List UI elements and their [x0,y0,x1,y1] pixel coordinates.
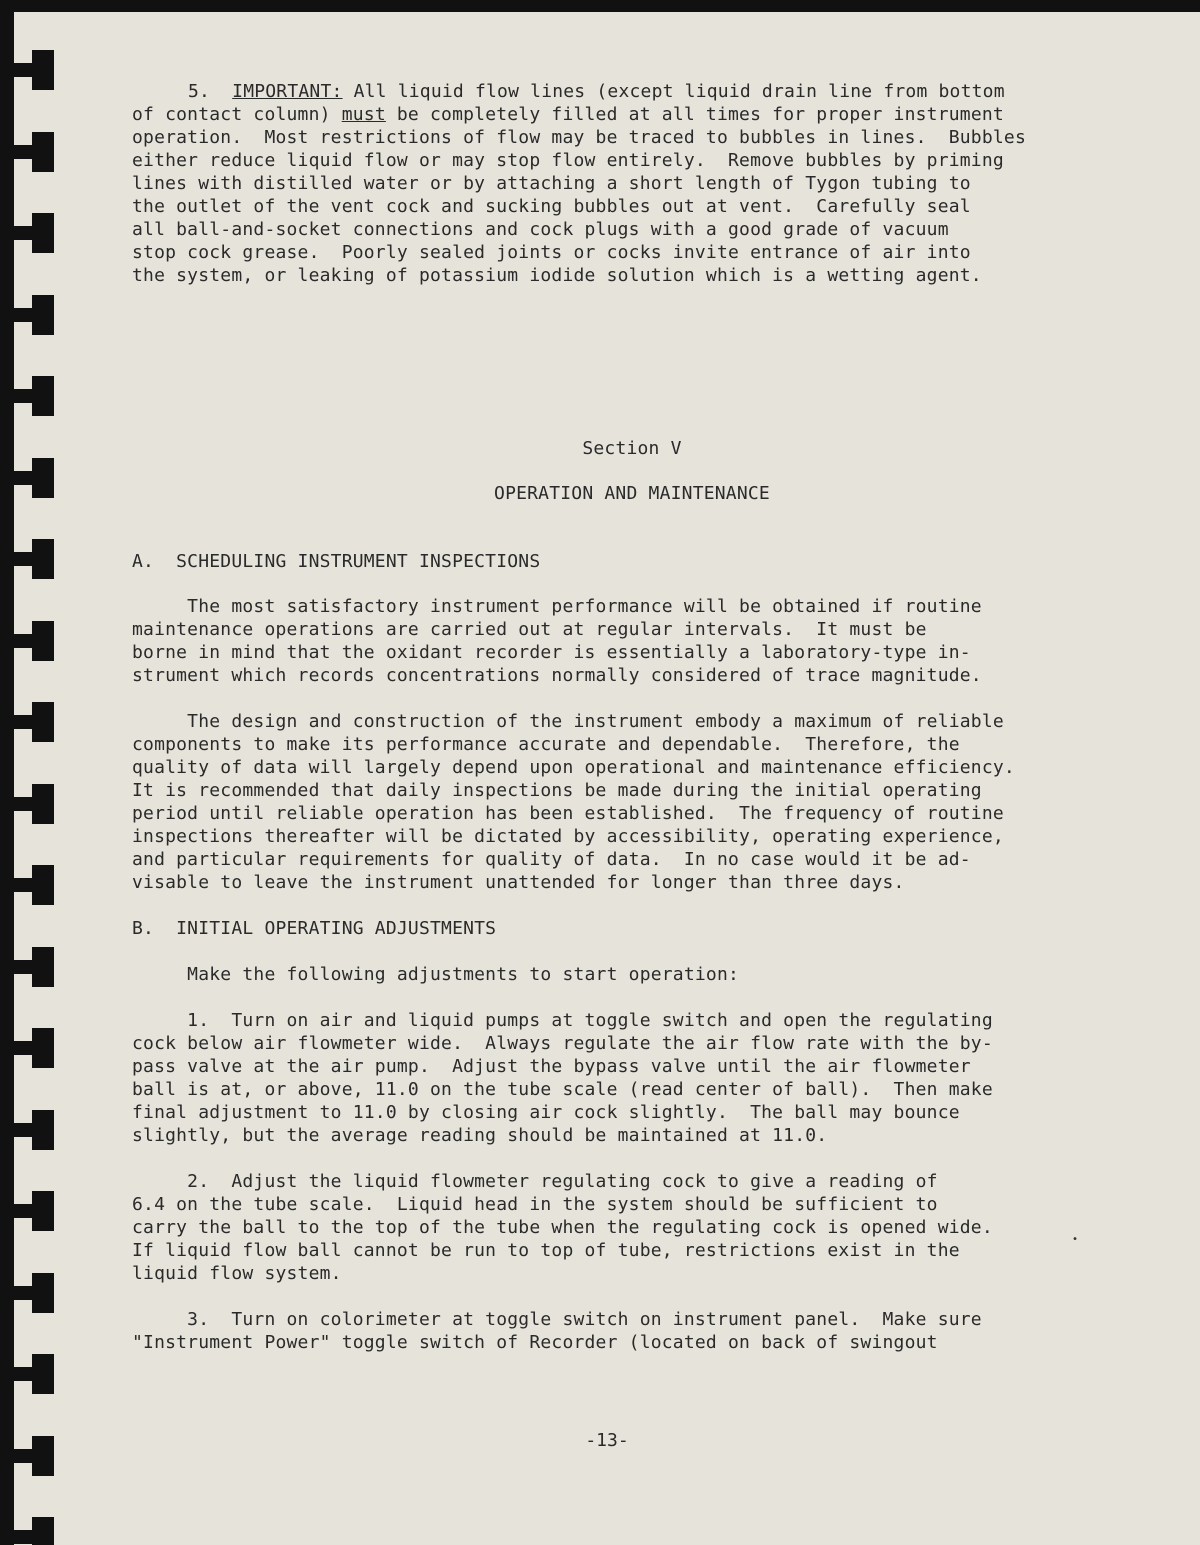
text-line: liquid flow system. [132,1263,342,1284]
subsection-a-heading: A. SCHEDULING INSTRUMENT INSPECTIONS [132,551,541,572]
page-body [132,80,1172,1354]
text-line: the outlet of the vent cock and sucking bubbles out at vent. Carefully seal [132,196,971,217]
text-line: It is recommended that daily inspections be made during the initial operating [132,780,982,801]
binding-hole [32,702,54,742]
text-line: either reduce liquid flow or may stop flow entirely. Remove bubbles by priming [132,150,1004,171]
section-title: OPERATION AND MAINTENANCE [494,483,770,504]
comb-binding [14,12,54,1545]
subsection-b-intro: Make the following adjustments to start operation: [132,964,740,985]
text-line: 1. Turn on air and liquid pumps at toggle switch and open the regulating [132,1010,993,1031]
binding-hole [32,1110,54,1150]
text-line: The design and construction of the instrument embody a maximum of reliable [132,711,1004,732]
text-line: stop cock grease. Poorly sealed joints or cocks invite entrance of air into [132,242,971,263]
text-line: If liquid flow ball cannot be run to top of tube, restrictions exist in the [132,1240,960,1261]
text-line: The most satisfactory instrument performance will be obtained if routine [132,596,982,617]
text-line: the system, or leaking of potassium iodide solution which is a wetting agent. [132,265,982,286]
binding-hole [32,784,54,824]
adjustment-item-3 [132,1308,1172,1354]
binding-hole [32,376,54,416]
text-line: and particular requirements for quality of data. In no case would it be ad- [132,849,971,870]
subsection-a-paragraph-1 [132,595,1172,687]
text-line: borne in mind that the oxidant recorder is essentially a laboratory-type in- [132,642,971,663]
text-line: of contact column) [132,104,342,125]
binding-hole [32,1191,54,1231]
paragraph-5-line-2 [132,103,1172,126]
binding-hole [32,1354,54,1394]
text-line: be completely filled at all times for proper instrument [385,104,1004,125]
document-page [14,12,1200,1545]
important-label: IMPORTANT: [232,81,343,102]
text-line: final adjustment to 11.0 by closing air cock slightly. The ball may bounce [132,1102,960,1123]
text-line: quality of data will largely depend upon operational and maintenance efficiency. [132,757,1015,778]
text-line: slightly, but the average reading should be maintained at 11.0. [132,1125,828,1146]
text-line: components to make its performance accurate and dependable. Therefore, the [132,734,960,755]
adjustment-item-1 [132,1009,1172,1147]
text-line: period until reliable operation has been established. The frequency of routine [132,803,1004,824]
paragraph-5-line-1 [132,80,1172,103]
text-line: 2. Adjust the liquid flowmeter regulating cock to give a reading of [132,1171,938,1192]
text-line: maintenance operations are carried out at regular intervals. It must be [132,619,927,640]
binding-hole [32,1028,54,1068]
page-number: -13- [585,1430,629,1451]
binding-hole [32,295,54,335]
stray-mark: • [1072,1234,1079,1245]
paragraph-5 [132,80,1172,287]
binding-hole [32,132,54,172]
text-line: 6.4 on the tube scale. Liquid head in the system should be sufficient to [132,1194,938,1215]
text-line: operation. Most restrictions of flow may be traced to bubbles in lines. Bubbles [132,127,1026,148]
binding-hole [32,621,54,661]
text-line: ball is at, or above, 11.0 on the tube scale (read center of ball). Then make [132,1079,993,1100]
section-number: Section V [582,438,682,459]
text-line: "Instrument Power" toggle switch of Recorder (located on back of swingout [132,1332,938,1353]
emphasis-must: must [341,104,386,125]
text-line: strument which records concentrations normally considered of trace magnitude. [132,665,982,686]
binding-hole [32,947,54,987]
text-line: 3. Turn on colorimeter at toggle switch on instrument panel. Make sure [132,1309,982,1330]
binding-hole [32,865,54,905]
text-line: lines with distilled water or by attaching a short length of Tygon tubing to [132,173,971,194]
text-line: pass valve at the air pump. Adjust the bypass valve until the air flowmeter [132,1056,971,1077]
binding-hole [32,458,54,498]
text-line: All liquid flow lines (except liquid drain line from bottom [342,81,1005,102]
binding-hole [32,213,54,253]
binding-hole [32,50,54,90]
subsection-a-paragraph-2 [132,710,1172,894]
binding-hole [32,1517,54,1545]
text-line: visable to leave the instrument unattended for longer than three days. [132,872,905,893]
binding-hole [32,1273,54,1313]
text-line: cock below air flowmeter wide. Always regulate the air flow rate with the by- [132,1033,993,1054]
text-line: inspections thereafter will be dictated by accessibility, operating experience, [132,826,1004,847]
adjustment-item-2 [132,1170,1172,1285]
subsection-b-heading: B. INITIAL OPERATING ADJUSTMENTS [132,918,497,939]
binding-hole [32,539,54,579]
item-number: 5. [188,81,211,102]
text-line: carry the ball to the top of the tube when the regulating cock is opened wide. [132,1217,993,1238]
text-line: all ball-and-socket connections and cock plugs with a good grade of vacuum [132,219,949,240]
